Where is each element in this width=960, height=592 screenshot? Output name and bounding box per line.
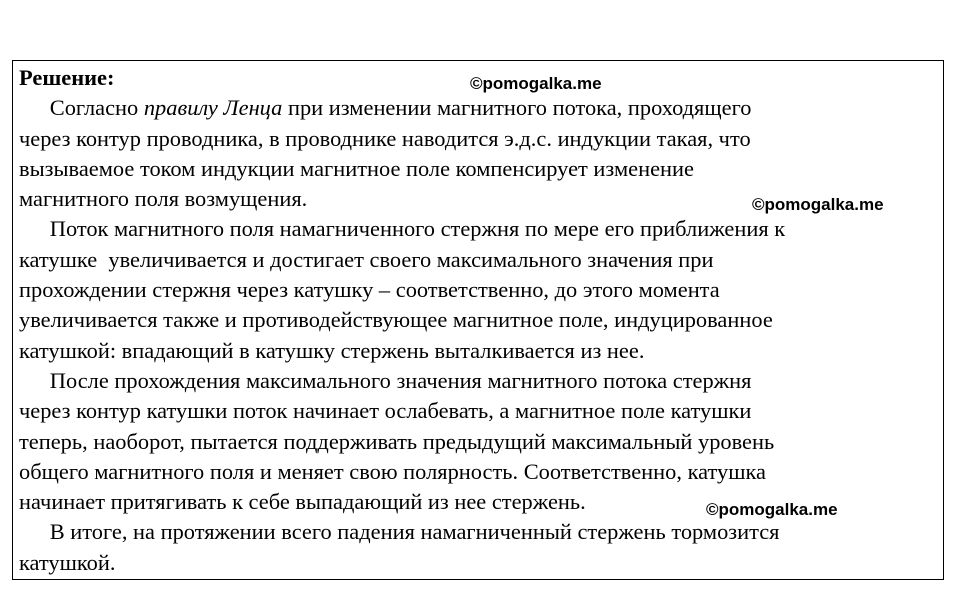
paragraph-2-line-4: увеличивается также и противодействующее магнитное поле, индуцированное [19, 307, 773, 333]
paragraph-1-line-4: магнитного поля возмущения. [19, 186, 308, 212]
lenz-rule-term: правилу Ленца [143, 95, 283, 121]
paragraph-4-line-2: катушкой. [19, 549, 116, 575]
paragraph-3-line-5: начинает притягивать к себе выпадающий из нее стержень. [19, 489, 586, 515]
paragraph-2-line-1: Поток магнитного поля намагниченного стержня по мере его приближения к [49, 216, 786, 242]
watermark-bottom: ©pomogalka.me [706, 500, 838, 519]
paragraph-3-line-3: теперь, наоборот, пытается поддерживать предыдущий максимальный уровень [19, 428, 775, 454]
paragraph-3-line-1: После прохождения максимального значения магнитного потока стержня [49, 367, 752, 393]
paragraph-3-line-2: через контур катушки поток начинает ослабевать, а магнитное поле катушки [19, 398, 752, 424]
paragraph-2-line-2: катушке увеличивается и достигает своего максимального значения при [19, 246, 714, 272]
solution-heading: Решение: [19, 65, 115, 90]
paragraph-3-line-4: общего магнитного поля и меняет свою полярность. Соответственно, катушка [19, 458, 766, 484]
paragraph-1-line-1: Согласно правилу Ленца при изменении магнитного потока, проходящего [49, 95, 752, 121]
paragraph-1-line-2: через контур проводника, в проводнике наводится э.д.с. индукции такая, что [19, 125, 751, 151]
paragraph-2-line-3: прохождении стержня через катушку – соответственно, до этого момента [19, 277, 720, 303]
watermark-top: ©pomogalka.me [470, 74, 602, 93]
paragraph-4-line-1: В итоге, на протяжении всего падения намагниченный стержень тормозится [49, 519, 780, 545]
paragraph-2-line-5: катушкой: впадающий в катушку стержень выталкивается из нее. [19, 337, 645, 363]
paragraph-1-line-3: вызываемое током индукции магнитное поле компенсирует изменение [19, 155, 694, 181]
watermark-middle: ©pomogalka.me [752, 195, 884, 214]
